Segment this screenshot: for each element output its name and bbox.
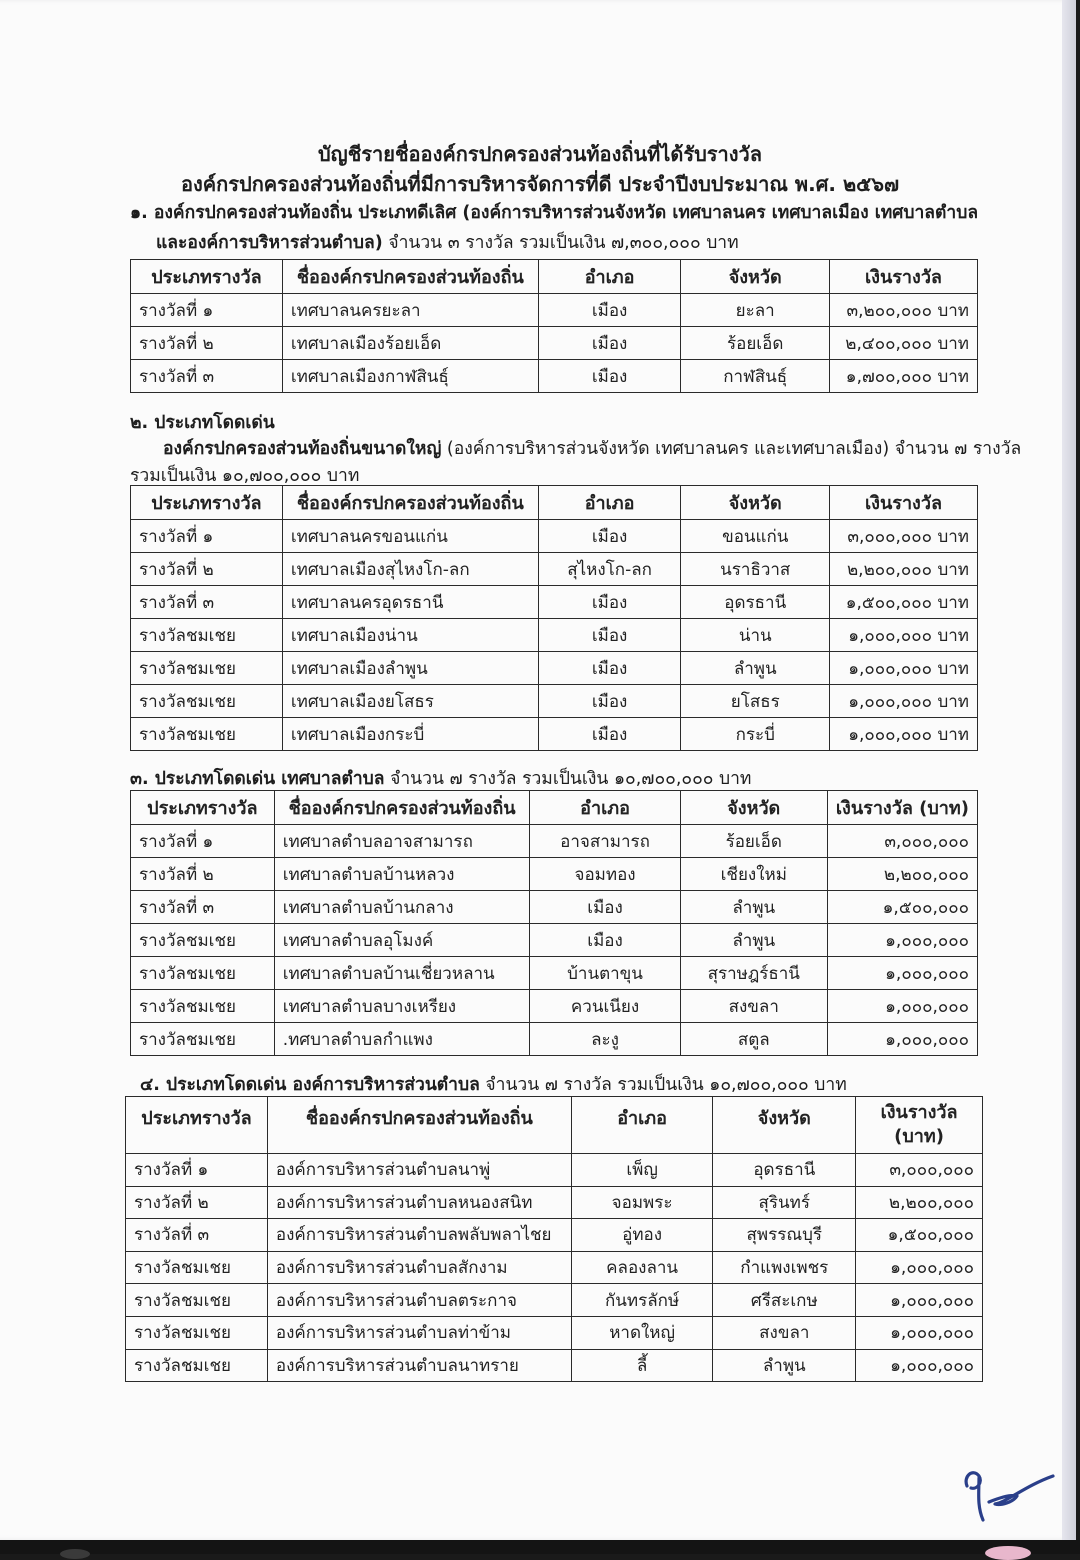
cell-district: เมือง	[530, 924, 680, 957]
cell-prize: ๑,๕๐๐,๐๐๐ บาท	[830, 586, 978, 619]
cell-org-name: องค์การบริหารส่วนตำบลท่าข้าม	[267, 1316, 571, 1349]
table-header-row	[131, 486, 978, 520]
cell-district: หาดใหญ่	[571, 1316, 713, 1349]
table-row	[126, 1284, 983, 1317]
header-district: อำเภอ	[530, 791, 680, 825]
cell-prize: ๑,๐๐๐,๐๐๐ บาท	[830, 685, 978, 718]
cell-award-type: รางวัลที่ ๓	[126, 1219, 268, 1252]
doc-title-line2: องค์กรปกครองส่วนท้องถิ่นที่มีการบริหารจัดการที่ดี ประจำปีงบประมาณ พ.ศ. ๒๕๖๗	[180, 172, 900, 196]
cell-org-name: เทศบาลเมืองลำพูน	[282, 652, 538, 685]
cell-org-name: องค์การบริหารส่วนตำบลสักงาม	[267, 1251, 571, 1284]
section2-heading: ๒. ประเภทโดดเด่น	[130, 413, 275, 433]
cell-award-type: รางวัลชมเชย	[131, 619, 283, 652]
cell-award-type: รางวัลที่ ๑	[131, 520, 283, 553]
cell-district: เมือง	[538, 685, 681, 718]
cell-award-type: รางวัลที่ ๑	[131, 825, 275, 858]
cell-province: กาฬสินธุ์	[681, 360, 830, 393]
header-org-name: ชื่อองค์กรปกครองส่วนท้องถิ่น	[267, 1097, 571, 1154]
cell-district: เมือง	[538, 586, 681, 619]
cell-province: สุราษฎร์ธานี	[680, 957, 827, 990]
section2-sub-line2: รวมเป็นเงิน ๑๐,๗๐๐,๐๐๐ บาท	[130, 466, 360, 486]
cell-award-type: รางวัลที่ ๓	[131, 891, 275, 924]
cell-award-type: รางวัลที่ ๑	[126, 1154, 268, 1187]
cell-province: ยะลา	[681, 294, 830, 327]
cell-province: นราธิวาส	[681, 553, 830, 586]
cell-province: ยโสธร	[681, 685, 830, 718]
table-row	[131, 360, 978, 393]
section4-table	[125, 1096, 983, 1382]
cell-org-name: องค์การบริหารส่วนตำบลนาพู่	[267, 1154, 571, 1187]
cell-org-name: เทศบาลเมืองกาฬสินธุ์	[282, 360, 538, 393]
cell-district: เมือง	[538, 652, 681, 685]
section2-sub-rest: (องค์การบริหารส่วนจังหวัด เทศบาลนคร และเทศบาลเมือง) จำนวน ๗ รางวัล	[441, 439, 1022, 459]
section3-heading-rest: จำนวน ๗ รางวัล รวมเป็นเงิน ๑๐,๗๐๐,๐๐๐ บาท	[384, 769, 752, 789]
cell-award-type: รางวัลชมเชย	[131, 957, 275, 990]
cell-province: อุดรธานี	[681, 586, 830, 619]
cell-prize: ๓,๐๐๐,๐๐๐	[827, 825, 977, 858]
cell-district: เมือง	[538, 520, 681, 553]
table-row	[131, 294, 978, 327]
cell-district: บ้านตาขุน	[530, 957, 680, 990]
section1-heading-cont-rest: จำนวน ๓ รางวัล รวมเป็นเงิน ๗,๓๐๐,๐๐๐ บาท	[382, 233, 739, 253]
cell-province: ลำพูน	[680, 924, 827, 957]
cell-prize: ๑,๐๐๐,๐๐๐	[856, 1316, 983, 1349]
table-row	[131, 652, 978, 685]
table-row	[131, 718, 978, 751]
section1-heading-cont	[156, 228, 739, 256]
table-row	[131, 1023, 978, 1056]
table-row	[131, 924, 978, 957]
cell-province: ศรีสะเกษ	[713, 1284, 856, 1317]
table-row	[126, 1154, 983, 1187]
cell-org-name: เทศบาลเมืองยโสธร	[282, 685, 538, 718]
header-province: จังหวัด	[681, 486, 830, 520]
header-org-name: ชื่อองค์กรปกครองส่วนท้องถิ่น	[282, 486, 538, 520]
cell-prize: ๑,๐๐๐,๐๐๐ บาท	[830, 619, 978, 652]
cell-province: สงขลา	[713, 1316, 856, 1349]
cell-district: เมือง	[530, 891, 680, 924]
cell-district: เมือง	[538, 718, 681, 751]
cell-prize: ๒,๒๐๐,๐๐๐	[856, 1186, 983, 1219]
cell-award-type: รางวัลชมเชย	[126, 1284, 268, 1317]
doc-title-line1: บัญชีรายชื่อองค์กรปกครองส่วนท้องถิ่นที่ได้รับรางวัล	[317, 142, 763, 166]
cell-award-type: รางวัลชมเชย	[126, 1251, 268, 1284]
bottom-right-indicator	[985, 1546, 1031, 1560]
cell-award-type: รางวัลชมเชย	[131, 924, 275, 957]
header-district: อำเภอ	[538, 260, 681, 294]
cell-prize: ๑,๕๐๐,๐๐๐	[827, 891, 977, 924]
cell-province: สงขลา	[680, 990, 827, 1023]
section2-subheading	[163, 434, 1021, 462]
table-row	[131, 825, 978, 858]
header-prize: เงินรางวัล	[830, 486, 978, 520]
cell-province: สุพรรณบุรี	[713, 1219, 856, 1252]
cell-org-name: เทศบาลเมืองร้อยเอ็ด	[282, 327, 538, 360]
table-row	[131, 619, 978, 652]
cell-province: สตูล	[680, 1023, 827, 1056]
table-row	[126, 1186, 983, 1219]
header-prize	[856, 1097, 983, 1154]
header-province: จังหวัด	[713, 1097, 856, 1154]
cell-district: ละงู	[530, 1023, 680, 1056]
table-row	[131, 327, 978, 360]
cell-prize: ๒,๒๐๐,๐๐๐ บาท	[830, 553, 978, 586]
cell-org-name: องค์การบริหารส่วนตำบลตระกาจ	[267, 1284, 571, 1317]
cell-award-type: รางวัลที่ ๒	[126, 1186, 268, 1219]
table-row	[131, 990, 978, 1023]
cell-org-name: เทศบาลตำบลอุโมงค์	[274, 924, 530, 957]
cell-award-type: รางวัลที่ ๓	[131, 586, 283, 619]
cell-prize: ๑,๐๐๐,๐๐๐	[827, 1023, 977, 1056]
cell-district: จอมพระ	[571, 1186, 713, 1219]
section3-table	[130, 790, 978, 1056]
cell-prize: ๒,๔๐๐,๐๐๐ บาท	[830, 327, 978, 360]
cell-award-type: รางวัลที่ ๒	[131, 858, 275, 891]
table-row	[126, 1251, 983, 1284]
cell-prize: ๑,๐๐๐,๐๐๐	[856, 1251, 983, 1284]
table-header-row	[126, 1097, 983, 1154]
cell-org-name: เทศบาลนครยะลา	[282, 294, 538, 327]
section1-heading: ๑. องค์กรปกครองส่วนท้องถิ่น ประเภทดีเลิศ (องค์การบริหารส่วนจังหวัด เทศบาลนคร เทศบาลเมือง เทศบาลตำบล	[130, 203, 979, 223]
cell-org-name: เทศบาลเมืองกระบี่	[282, 718, 538, 751]
header-prize-line2: (บาท)	[894, 1126, 944, 1147]
cell-org-name: เทศบาลตำบลบ้านเชี่ยวหลาน	[274, 957, 530, 990]
header-award-type: ประเภทรางวัล	[126, 1097, 268, 1154]
cell-org-name: องค์การบริหารส่วนตำบลนาทราย	[267, 1349, 571, 1382]
cell-prize: ๑,๐๐๐,๐๐๐	[827, 957, 977, 990]
cell-province: ขอนแก่น	[681, 520, 830, 553]
cell-province: เชียงใหม่	[680, 858, 827, 891]
header-prize-line1: เงินรางวัล	[880, 1102, 958, 1123]
header-award-type: ประเภทรางวัล	[131, 791, 275, 825]
cell-org-name: เทศบาลตำบลบางเหรียง	[274, 990, 530, 1023]
cell-district: อู่ทอง	[571, 1219, 713, 1252]
section1-table	[130, 259, 978, 393]
cell-province: ร้อยเอ็ด	[680, 825, 827, 858]
header-award-type: ประเภทรางวัล	[131, 260, 283, 294]
cell-org-name: เทศบาลตำบลอาจสามารถ	[274, 825, 530, 858]
table-row	[126, 1349, 983, 1382]
cell-award-type: รางวัลชมเชย	[131, 685, 283, 718]
screen-bottom-bar	[0, 1540, 1080, 1554]
section2-table	[130, 485, 978, 751]
cell-award-type: รางวัลที่ ๒	[131, 327, 283, 360]
table-row	[131, 685, 978, 718]
cell-award-type: รางวัลชมเชย	[131, 990, 275, 1023]
cell-org-name: เทศบาลตำบลบ้านกลาง	[274, 891, 530, 924]
cell-award-type: รางวัลที่ ๑	[131, 294, 283, 327]
table-row	[126, 1316, 983, 1349]
cell-award-type: รางวัลชมเชย	[126, 1316, 268, 1349]
table-row	[131, 891, 978, 924]
cell-province: ลำพูน	[713, 1349, 856, 1382]
table-row	[126, 1219, 983, 1252]
section4-heading-bold: ๔. ประเภทโดดเด่น องค์การบริหารส่วนตำบล	[140, 1075, 480, 1095]
cell-prize: ๓,๐๐๐,๐๐๐	[856, 1154, 983, 1187]
page-edge-shadow	[1062, 0, 1076, 1540]
cell-org-name: .ทศบาลตำบลกำแพง	[274, 1023, 530, 1056]
cell-province: สุรินทร์	[713, 1186, 856, 1219]
bottom-left-indicator	[60, 1549, 90, 1559]
cell-province: ลำพูน	[681, 652, 830, 685]
cell-prize: ๓,๒๐๐,๐๐๐ บาท	[830, 294, 978, 327]
cell-award-type: รางวัลชมเชย	[131, 718, 283, 751]
cell-district: ควนเนียง	[530, 990, 680, 1023]
cell-prize: ๑,๐๐๐,๐๐๐	[856, 1284, 983, 1317]
table-header-row	[131, 791, 978, 825]
cell-award-type: รางวัลที่ ๒	[131, 553, 283, 586]
cell-org-name: เทศบาลตำบลบ้านหลวง	[274, 858, 530, 891]
cell-award-type: รางวัลชมเชย	[126, 1349, 268, 1382]
header-province: จังหวัด	[681, 260, 830, 294]
section4-heading	[140, 1070, 847, 1098]
cell-prize: ๓,๐๐๐,๐๐๐ บาท	[830, 520, 978, 553]
cell-award-type: รางวัลชมเชย	[131, 652, 283, 685]
cell-district: เมือง	[538, 619, 681, 652]
table-row	[131, 586, 978, 619]
cell-province: อุดรธานี	[713, 1154, 856, 1187]
cell-prize: ๑,๐๐๐,๐๐๐ บาท	[830, 652, 978, 685]
cell-district: ลี้	[571, 1349, 713, 1382]
cell-district: คลองลาน	[571, 1251, 713, 1284]
cell-prize: ๑,๐๐๐,๐๐๐ บาท	[830, 718, 978, 751]
cell-district: อาจสามารถ	[530, 825, 680, 858]
cell-org-name: เทศบาลเมืองน่าน	[282, 619, 538, 652]
cell-award-type: รางวัลที่ ๓	[131, 360, 283, 393]
cell-prize: ๒,๒๐๐,๐๐๐	[827, 858, 977, 891]
cell-district: กันทรลักษ์	[571, 1284, 713, 1317]
cell-org-name: เทศบาลเมืองสุไหงโก-ลก	[282, 553, 538, 586]
header-award-type: ประเภทรางวัล	[131, 486, 283, 520]
cell-province: กระบี่	[681, 718, 830, 751]
cell-prize: ๑,๕๐๐,๐๐๐	[856, 1219, 983, 1252]
header-district: อำเภอ	[538, 486, 681, 520]
table-row	[131, 957, 978, 990]
cell-district: เพ็ญ	[571, 1154, 713, 1187]
cell-org-name: เทศบาลนครขอนแก่น	[282, 520, 538, 553]
cell-province: กำแพงเพชร	[713, 1251, 856, 1284]
section3-heading	[130, 764, 751, 792]
cell-prize: ๑,๐๐๐,๐๐๐	[827, 924, 977, 957]
cell-org-name: เทศบาลนครอุดรธานี	[282, 586, 538, 619]
handwritten-page-number	[955, 1458, 1065, 1528]
table-row	[131, 858, 978, 891]
section3-heading-bold: ๓. ประเภทโดดเด่น เทศบาลตำบล	[130, 769, 385, 789]
cell-district: เมือง	[538, 327, 681, 360]
cell-district: เมือง	[538, 360, 681, 393]
table-header-row	[131, 260, 978, 294]
cell-prize: ๑,๐๐๐,๐๐๐	[856, 1349, 983, 1382]
cell-district: เมือง	[538, 294, 681, 327]
cell-org-name: องค์การบริหารส่วนตำบลหนองสนิท	[267, 1186, 571, 1219]
cell-org-name: องค์การบริหารส่วนตำบลพลับพลาไชย	[267, 1219, 571, 1252]
cell-province: น่าน	[681, 619, 830, 652]
cell-award-type: รางวัลชมเชย	[131, 1023, 275, 1056]
header-province: จังหวัด	[680, 791, 827, 825]
header-district: อำเภอ	[571, 1097, 713, 1154]
section4-heading-rest: จำนวน ๗ รางวัล รวมเป็นเงิน ๑๐,๗๐๐,๐๐๐ บาท	[479, 1075, 847, 1095]
section1-heading-cont-bold: และองค์การบริหารส่วนตำบล)	[156, 233, 383, 253]
header-org-name: ชื่อองค์กรปกครองส่วนท้องถิ่น	[274, 791, 530, 825]
cell-prize: ๑,๐๐๐,๐๐๐	[827, 990, 977, 1023]
header-org-name: ชื่อองค์กรปกครองส่วนท้องถิ่น	[282, 260, 538, 294]
cell-province: ร้อยเอ็ด	[681, 327, 830, 360]
table-row	[131, 553, 978, 586]
cell-district: จอมทอง	[530, 858, 680, 891]
table-row	[131, 520, 978, 553]
cell-province: ลำพูน	[680, 891, 827, 924]
header-prize: เงินรางวัล (บาท)	[827, 791, 977, 825]
section2-sub-bold: องค์กรปกครองส่วนท้องถิ่นขนาดใหญ่	[163, 439, 442, 459]
cell-district: สุไหงโก-ลก	[538, 553, 681, 586]
cell-prize: ๑,๗๐๐,๐๐๐ บาท	[830, 360, 978, 393]
header-prize: เงินรางวัล	[830, 260, 978, 294]
